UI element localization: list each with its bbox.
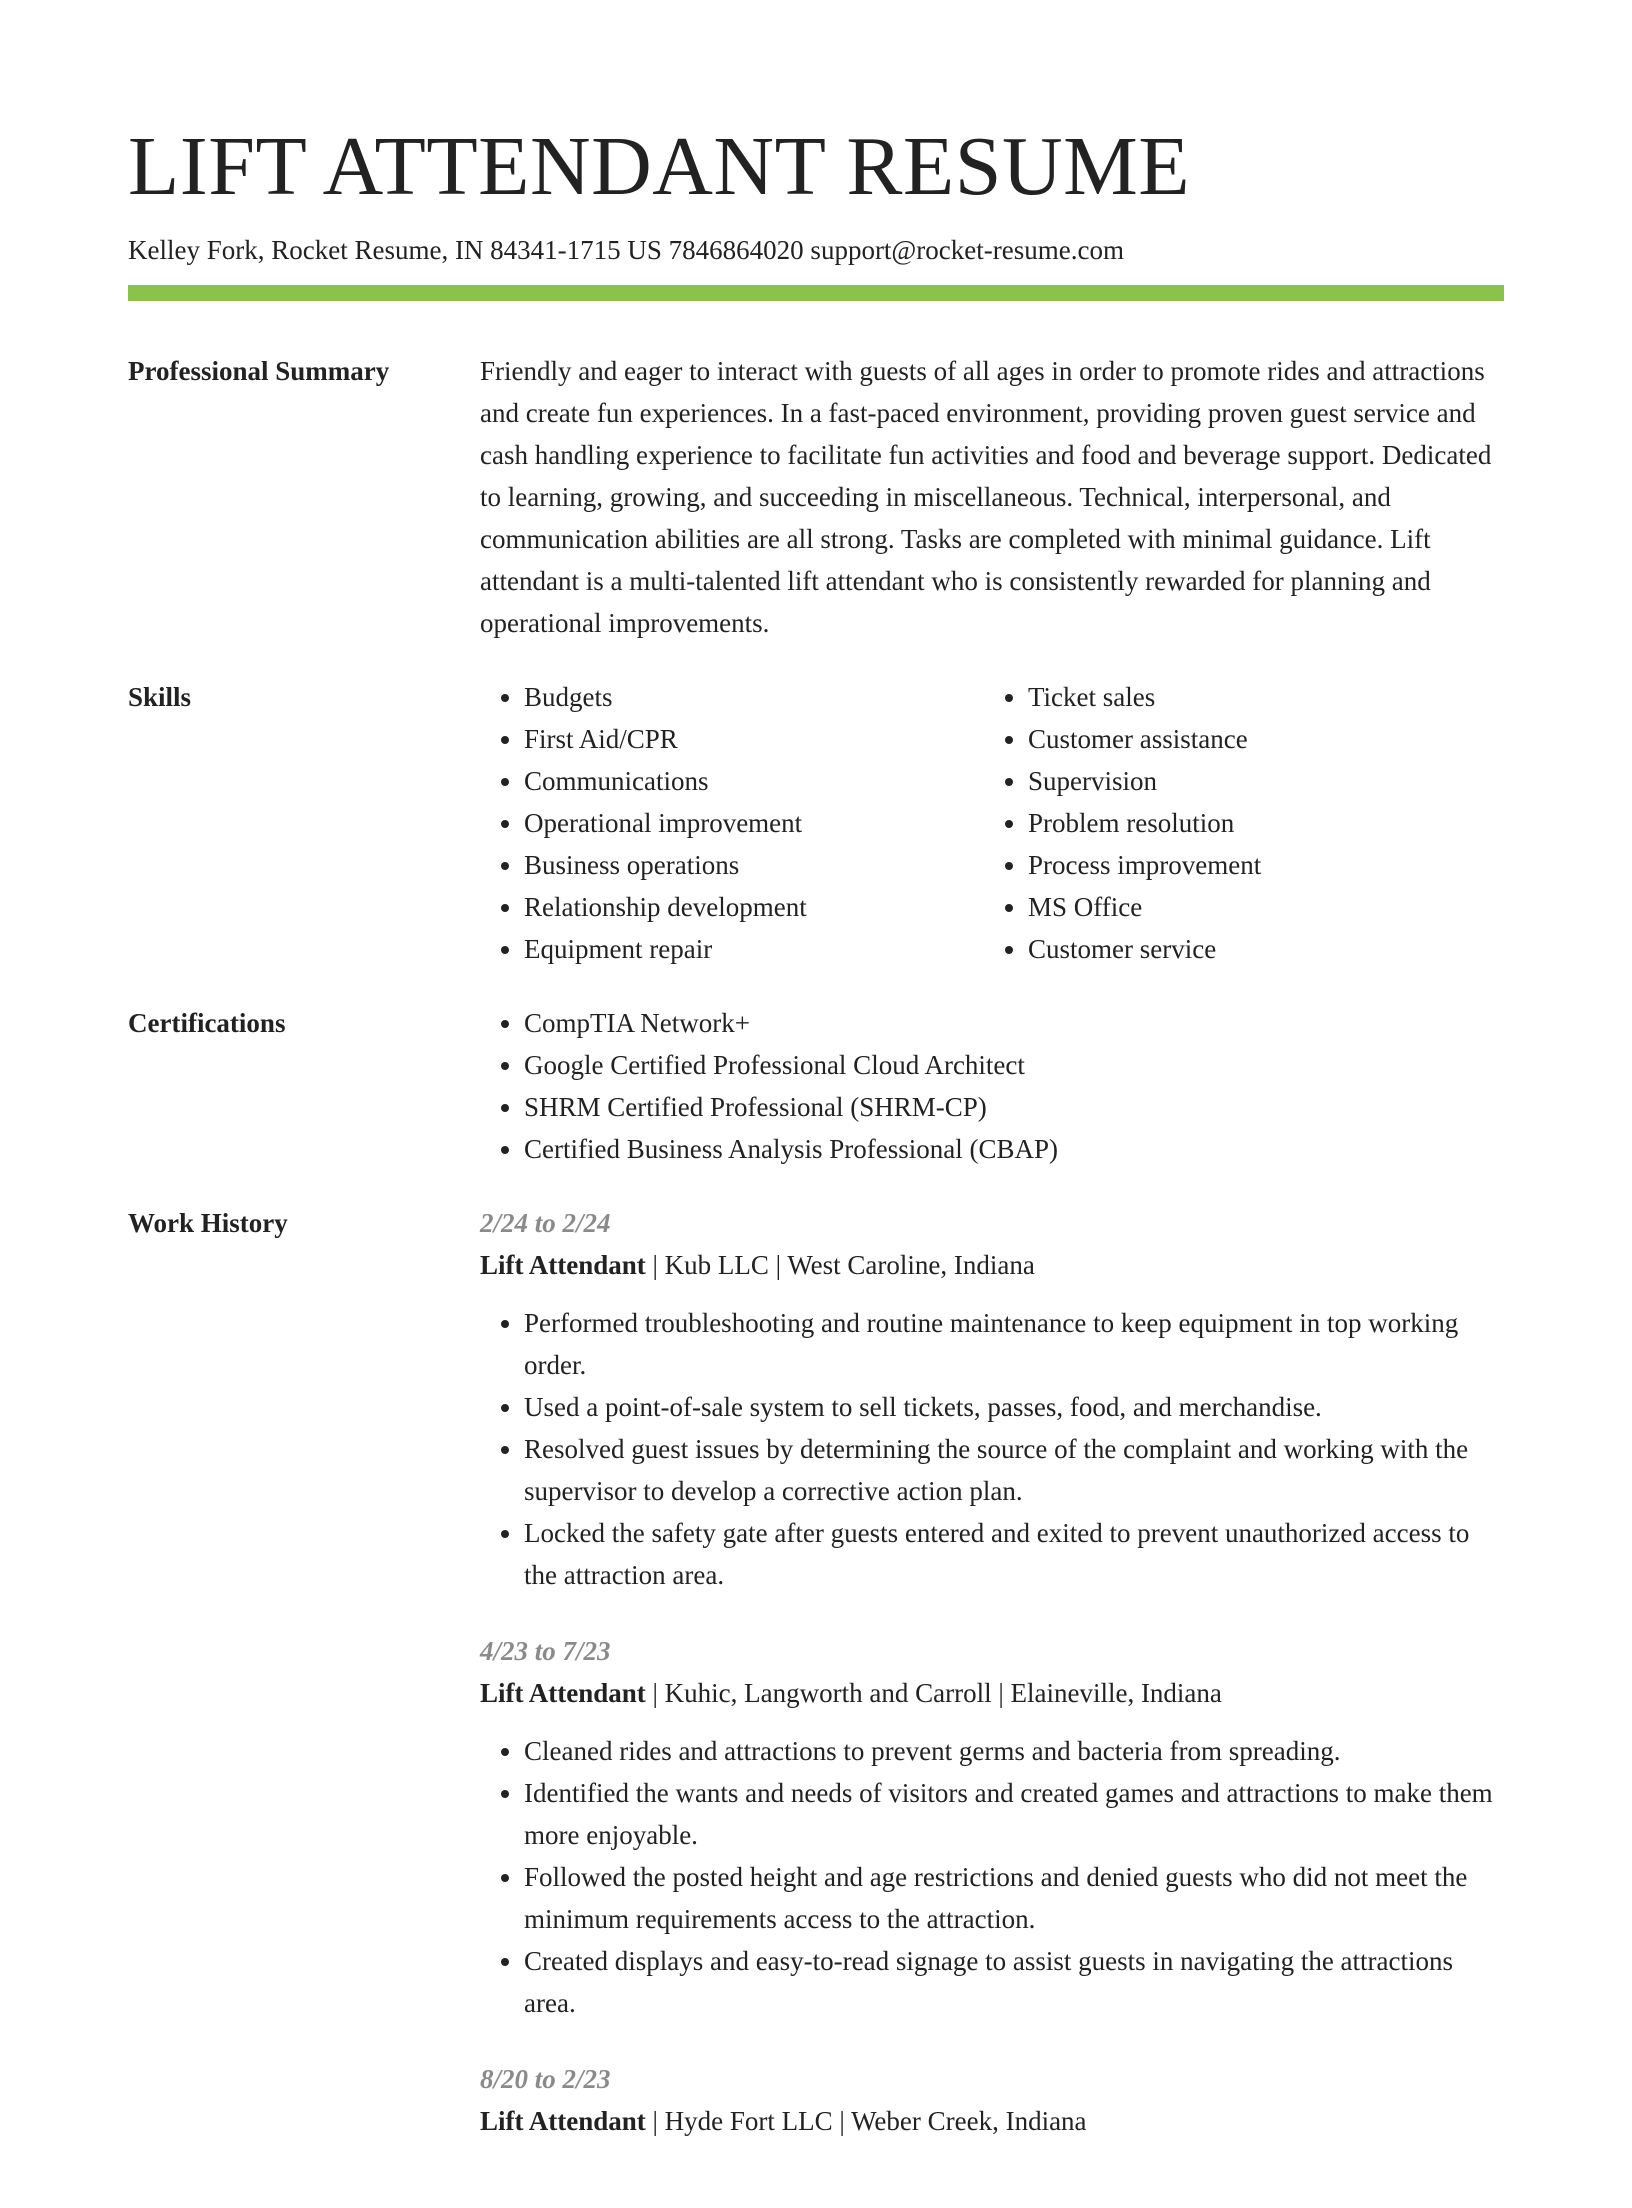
resume-content	[128, 350, 1504, 2208]
skills-list-left	[480, 676, 984, 970]
skill-item: • Problem resolution	[1028, 802, 1488, 844]
section-label: Work History	[128, 1208, 288, 1238]
job-bullets	[480, 1730, 1504, 2024]
job-bullet: • Performed troubleshooting and routine maintenance to keep equipment in top working order.	[524, 1302, 1504, 1386]
job-bullet: • Resolved guest issues by determining the source of the complaint and working with the supervisor to develop a corrective action plan.	[524, 1428, 1504, 1512]
certifications-list	[480, 1002, 1504, 1170]
resume-header	[128, 112, 1504, 270]
skill-item: • Operational improvement	[524, 802, 984, 844]
job-bullet: • Locked the safety gate after guests entered and exited to prevent unauthorized access to the attraction area.	[524, 1512, 1504, 1596]
skill-item: • Budgets	[524, 676, 984, 718]
job-title: Lift Attendant	[480, 1250, 646, 1280]
job-dates: 2/24 to 2/24	[480, 1208, 611, 1238]
certification-item: • SHRM Certified Professional (SHRM-CP)	[524, 1086, 1504, 1128]
skills-section	[128, 676, 1504, 970]
job-entry	[480, 1630, 1504, 2024]
certification-item: • Google Certified Professional Cloud Architect	[524, 1044, 1504, 1086]
job-bullets	[480, 1302, 1504, 1596]
job-bullet: • Followed the posted height and age restrictions and denied guests who did not meet the minimum requirements access to the attraction.	[524, 1856, 1504, 1940]
job-bullet: • Identified the wants and needs of visitors and created games and attractions to make them more enjoyable.	[524, 1772, 1504, 1856]
certifications-section	[128, 1002, 1504, 1170]
job-bullet: • Created displays and easy-to-read signage to assist guests in navigating the attractions area.	[524, 1940, 1504, 2024]
skill-item: • Process improvement	[1028, 844, 1488, 886]
skill-item: • Ticket sales	[1028, 676, 1488, 718]
job-entry	[480, 2058, 1504, 2142]
job-bullet: • Used a point-of-sale system to sell tickets, passes, food, and merchandise.	[524, 1386, 1504, 1428]
skill-item: • Customer assistance	[1028, 718, 1488, 760]
section-label: Professional Summary	[128, 356, 390, 386]
certification-item: • Certified Business Analysis Professional (CBAP)	[524, 1128, 1504, 1170]
skill-item: • First Aid/CPR	[524, 718, 984, 760]
certification-item: • CompTIA Network+	[524, 1002, 1504, 1044]
job-dates: 8/20 to 2/23	[480, 2064, 611, 2094]
skill-item: • Equipment repair	[524, 928, 984, 970]
job-details: | Hyde Fort LLC | Weber Creek, Indiana	[645, 2106, 1087, 2136]
job-title: Lift Attendant	[480, 2106, 646, 2136]
summary-text: Friendly and eager to interact with guests of all ages in order to promote rides and attractions and create fun experiences. In a fast-paced environment, providing proven guest service and cash handling experience to facilitate fun activities and food and beverage support. Dedicated to learning, growing, and succeeding in miscellaneous. Technical, interpersonal, and communication abilities are all strong. Tasks are completed with minimal guidance. Lift attendant is a multi-talented lift attendant who is consistently rewarded for planning and operational improvements.	[480, 356, 1492, 638]
job-bullet: • Cleaned rides and attractions to prevent germs and bacteria from spreading.	[524, 1730, 1504, 1772]
section-label: Certifications	[128, 1008, 286, 1038]
skill-item: • MS Office	[1028, 886, 1488, 928]
job-entry	[480, 1202, 1504, 1596]
resume-title: LIFT ATTENDANT RESUME	[128, 120, 1191, 213]
job-dates: 4/23 to 7/23	[480, 1636, 611, 1666]
skill-item: • Communications	[524, 760, 984, 802]
section-label: Skills	[128, 682, 192, 712]
contact-line: Kelley Fork, Rocket Resume, IN 84341-1715 US 7846864020 support@rocket-resume.com	[128, 235, 1124, 265]
summary-section	[128, 350, 1504, 644]
skill-item: • Relationship development	[524, 886, 984, 928]
job-details: | Kuhic, Langworth and Carroll | Elaineville, Indiana	[645, 1678, 1222, 1708]
skill-item: • Customer service	[1028, 928, 1488, 970]
skills-list-right	[984, 676, 1488, 970]
skill-item: • Supervision	[1028, 760, 1488, 802]
skill-item: • Business operations	[524, 844, 984, 886]
accent-divider	[128, 285, 1504, 301]
work-history-section	[128, 1202, 1504, 2176]
job-details: | Kub LLC | West Caroline, Indiana	[645, 1250, 1035, 1280]
job-title: Lift Attendant	[480, 1678, 646, 1708]
